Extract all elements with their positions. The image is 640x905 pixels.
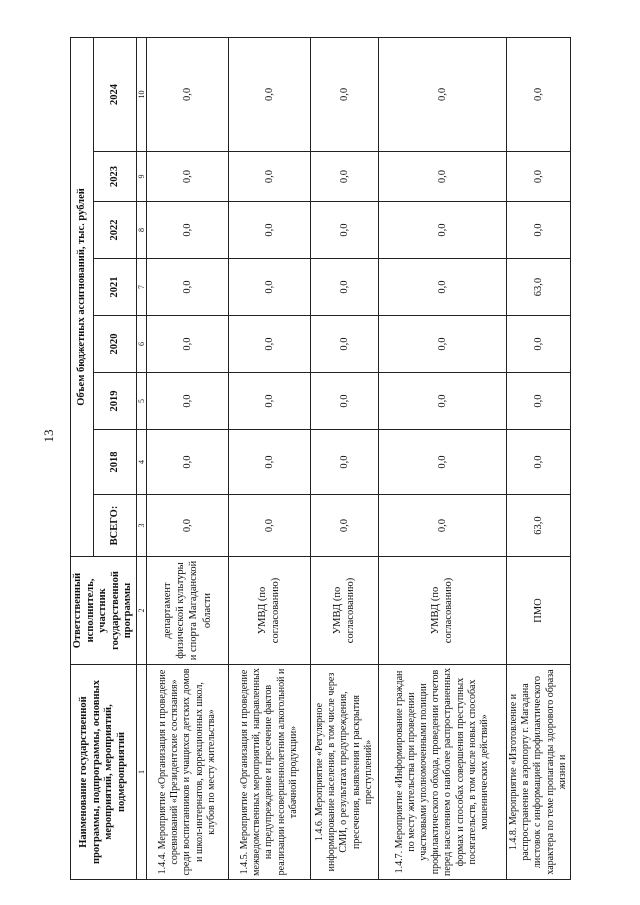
- row-responsible: ПМО: [506, 557, 570, 665]
- row-responsible: УМВД (по согласованию): [228, 557, 310, 665]
- row-value-2024: 0,0: [146, 37, 228, 151]
- row-value-2019: 0,0: [228, 373, 310, 430]
- row-name: 1.4.6. Мероприятие «Регулярное информирование населения, в том числе через СМИ, о результатах предупреждения, пресечения, выявления и раскрытия преступлений»: [310, 665, 378, 880]
- row-value-2020: 0,0: [310, 316, 378, 373]
- header-year: 2021: [93, 259, 136, 316]
- budget-table: [70, 37, 571, 880]
- header-year: 2019: [93, 373, 136, 430]
- row-value-2020: 0,0: [506, 316, 570, 373]
- row-value-2018: 0,0: [228, 430, 310, 495]
- column-number: 9: [136, 152, 146, 202]
- row-total: 0,0: [146, 495, 228, 557]
- row-value-2019: 0,0: [378, 373, 506, 430]
- row-value-2021: 0,0: [228, 259, 310, 316]
- row-total: 63,0: [506, 495, 570, 557]
- header-year: 2020: [93, 316, 136, 373]
- row-value-2018: 0,0: [310, 430, 378, 495]
- row-value-2018: 0,0: [378, 430, 506, 495]
- row-name: 1.4.7. Мероприятие «Информирование граждан по месту жительства при проведении участковыми уполномоченными полиции профилактического обхода, проведении отчетов перед населением о наиболее распространенных формах и способах совершения преступных посягательств, в том числе новых способах мошеннических действий»: [378, 665, 506, 880]
- header-year: 2022: [93, 202, 136, 259]
- row-value-2024: 0,0: [378, 37, 506, 151]
- row-name: 1.4.8. Мероприятие «Изготовление и распространение в аэропорту г. Магадана листовок с информацией профилактического характера по теме пропаганды здорового образа жизни и: [506, 665, 570, 880]
- row-value-2021: 0,0: [310, 259, 378, 316]
- header-total: ВСЕГО:: [93, 495, 136, 557]
- row-value-2018: 0,0: [146, 430, 228, 495]
- table-row: [506, 37, 570, 879]
- column-number: 2: [136, 557, 146, 665]
- row-name: 1.4.5. Мероприятие «Организация и проведение межведомственных мероприятий, направленных на предупреждение и пресечение фактов реализации несовершеннолетним алкогольной и табачной продукции»: [228, 665, 310, 880]
- row-value-2021: 63,0: [506, 259, 570, 316]
- row-value-2023: 0,0: [506, 152, 570, 202]
- column-number: 5: [136, 373, 146, 430]
- header-budget: Объем бюджетных ассигнований, тыс. рублей: [71, 37, 94, 556]
- table-row: [310, 37, 378, 879]
- row-value-2019: 0,0: [506, 373, 570, 430]
- row-value-2023: 0,0: [378, 152, 506, 202]
- row-value-2022: 0,0: [228, 202, 310, 259]
- row-value-2018: 0,0: [506, 430, 570, 495]
- column-number: 7: [136, 259, 146, 316]
- row-value-2023: 0,0: [146, 152, 228, 202]
- row-value-2021: 0,0: [146, 259, 228, 316]
- column-number: 3: [136, 495, 146, 557]
- row-value-2021: 0,0: [378, 259, 506, 316]
- row-total: 0,0: [228, 495, 310, 557]
- column-number: 4: [136, 430, 146, 495]
- row-total: 0,0: [378, 495, 506, 557]
- row-value-2020: 0,0: [378, 316, 506, 373]
- table-row: [378, 37, 506, 879]
- row-value-2023: 0,0: [310, 152, 378, 202]
- row-responsible: УМВД (по согласованию): [378, 557, 506, 665]
- column-number: 1: [136, 665, 146, 880]
- table-row: [146, 37, 228, 879]
- row-value-2019: 0,0: [310, 373, 378, 430]
- column-number: 10: [136, 37, 146, 151]
- header-year: 2024: [93, 37, 136, 151]
- row-value-2020: 0,0: [146, 316, 228, 373]
- row-name: 1.4.4. Мероприятие «Организация и проведение соревнований «Президентские состязания» среди воспитанников и учащихся детских домов и школ-интернатов, коррекционных школ, клубов по месту жительства»: [146, 665, 228, 880]
- column-number: 6: [136, 316, 146, 373]
- rotated-table-container: [70, 38, 580, 880]
- row-value-2024: 0,0: [228, 37, 310, 151]
- row-responsible: департамент физической культуры и спорта Магаданской области: [146, 557, 228, 665]
- row-value-2024: 0,0: [506, 37, 570, 151]
- row-value-2022: 0,0: [378, 202, 506, 259]
- header-responsible: Ответственный исполнитель, участник государственной программы: [71, 557, 137, 665]
- header-year: 2018: [93, 430, 136, 495]
- row-value-2024: 0,0: [310, 37, 378, 151]
- row-total: 0,0: [310, 495, 378, 557]
- row-value-2023: 0,0: [228, 152, 310, 202]
- row-value-2022: 0,0: [310, 202, 378, 259]
- table-row: [228, 37, 310, 879]
- column-number: 8: [136, 202, 146, 259]
- row-value-2019: 0,0: [146, 373, 228, 430]
- page-number: 13: [41, 429, 56, 443]
- row-value-2022: 0,0: [146, 202, 228, 259]
- header-name: Наименование государственной программы, подпрограммы, основных мероприятий, мероприятий, подмероприятий: [71, 665, 137, 880]
- header-year: 2023: [93, 152, 136, 202]
- row-responsible: УМВД (по согласованию): [310, 557, 378, 665]
- row-value-2022: 0,0: [506, 202, 570, 259]
- row-value-2020: 0,0: [228, 316, 310, 373]
